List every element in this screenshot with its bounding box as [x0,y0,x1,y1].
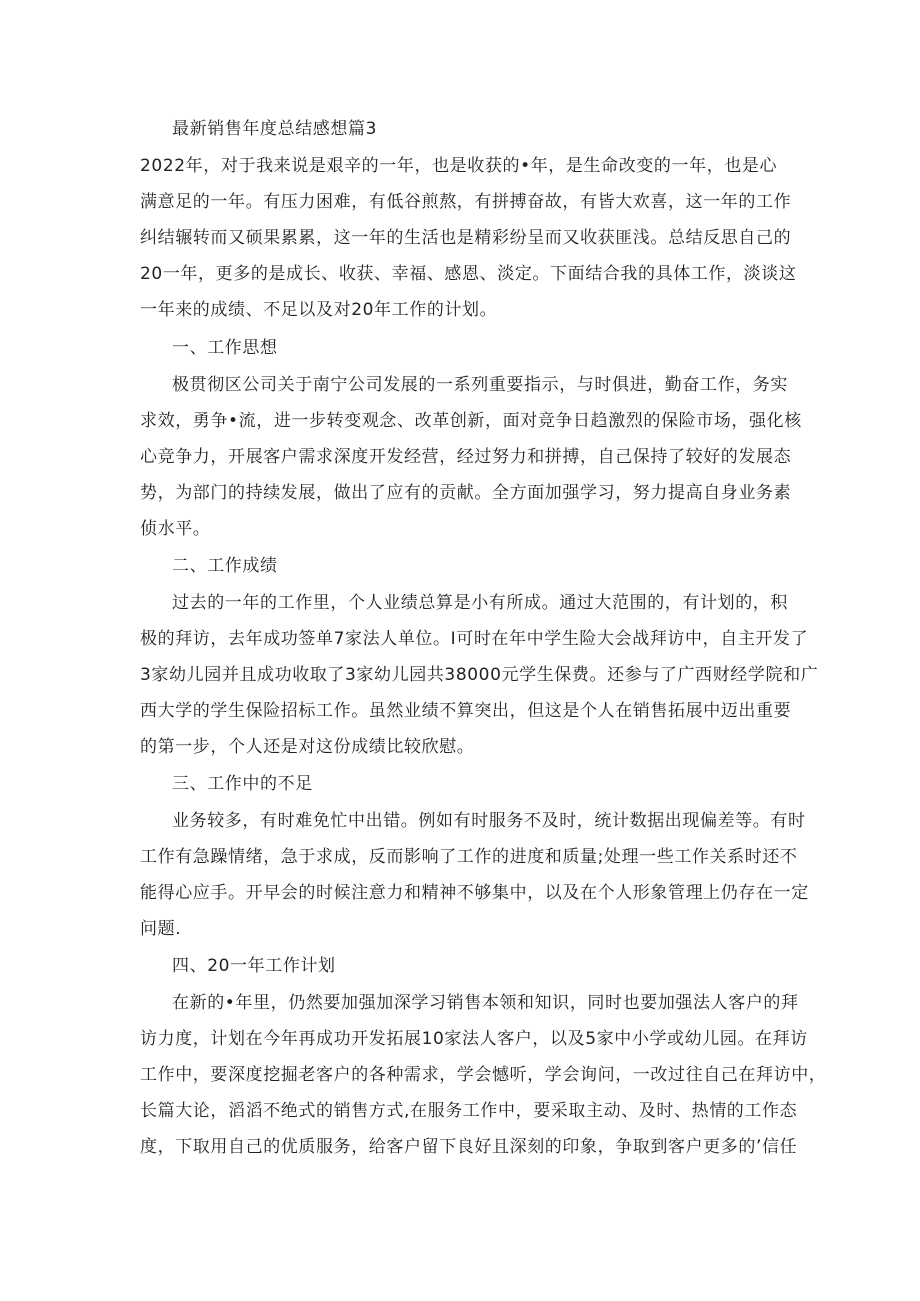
paragraph-line: 西大学的学生保险招标工作。虽然业绩不算突出，但这是个人在销售拓展中迈出重要 [140,701,792,721]
paragraph-line: 极的拜访，去年成功签单7家法人单位。I可时在年中学生险大会战拜访中，自主开发了 [140,629,809,649]
paragraph-line: 访力度，计划在今年再成功开发拓展10家法人客户，以及5家中小学或幼儿园。在拜访 [140,1029,808,1049]
paragraph-line: 势，为部门的持续发展，做出了应有的贡献。全方面加强学习，努力提高自身业务素 [140,483,792,503]
paragraph-line: 求效，勇争•流，进一步转变观念、改革创新，面对竞争日趋激烈的保险市场，强化核 [140,411,802,431]
section-heading: 二、工作成绩 [172,556,278,576]
paragraph-line: 20一年，更多的是成长、收获、幸福、感恩、淡定。下面结合我的具体工作，淡谈这 [140,264,797,284]
paragraph-line: 的第一步，个人还是对这份成绩比较欣慰。 [140,737,475,757]
paragraph-line: 极贯彻区公司关于南宁公司发展的一系列重要指示，与时俱进，勤奋工作，务实 [172,375,788,395]
document-title: 最新销售年度总结感想篇3 [172,119,378,139]
paragraph-line: 过去的一年的工作里，个人业绩总算是小有所成。通过大范围的，有计划的，积 [172,593,788,613]
paragraph-line: 工作有急躁情绪，急于求成，反而影响了工作的进度和质量;处理一些工作关系时还不 [140,847,798,867]
paragraph-line: 度，下取用自己的优质服务，给客户留下良好且深刻的印象，争取到客户更多的’信任 [140,1137,798,1157]
paragraph-line: 在新的•年里，仍然要加强加深学习销售本领和知识，同时也要加强法人客户的拜 [172,993,799,1013]
paragraph-line: 心竞争力，开展客户需求深度开发经营，经过努力和拼搏，自己保持了较好的发展态 [140,447,792,467]
section-heading: 三、工作中的不足 [172,774,313,794]
section-heading: 四、20一年工作计划 [172,956,336,976]
paragraph-line: 一年来的成绩、不足以及对20年工作的计划。 [140,300,498,320]
paragraph-line: 能得心应手。开早会的时候注意力和精神不够集中，以及在个人形象管理上仍存在一定 [140,883,809,903]
paragraph-line: 工作中，要深度挖掘老客户的各种需求，学会憾听，学会询问，一改过往自己在拜访中， [140,1065,827,1085]
paragraph-line: 纠结辗转而又硕果累累，这一年的生活也是精彩纷呈而又收获匪浅。总结反思自己的 [140,228,792,248]
paragraph-line: 长篇大论，滔滔不绝式的销售方式,在服务工作中，要采取主动、及时、热情的工作态 [140,1101,798,1121]
paragraph-line: 业务较多，有时难免忙中出错。例如有时服务不及时，统计数据出现偏差等。有时 [172,811,806,831]
paragraph-line: 3家幼儿园并且成功收取了3家幼儿园共38000元学生保费。还参与了广西财经学院和广 [140,665,819,685]
paragraph-line: 满意足的一年。有压力困难，有低谷煎熬，有拼搏奋故，有皆大欢喜，这一年的工作 [140,192,792,212]
paragraph-line: 2022年，对于我来说是艰辛的一年，也是收获的•年，是生命改变的一年，也是心 [140,156,778,176]
section-heading: 一、工作思想 [172,338,278,358]
paragraph-line: 问题. [140,919,182,939]
paragraph-line: 侦水平。 [140,519,211,539]
